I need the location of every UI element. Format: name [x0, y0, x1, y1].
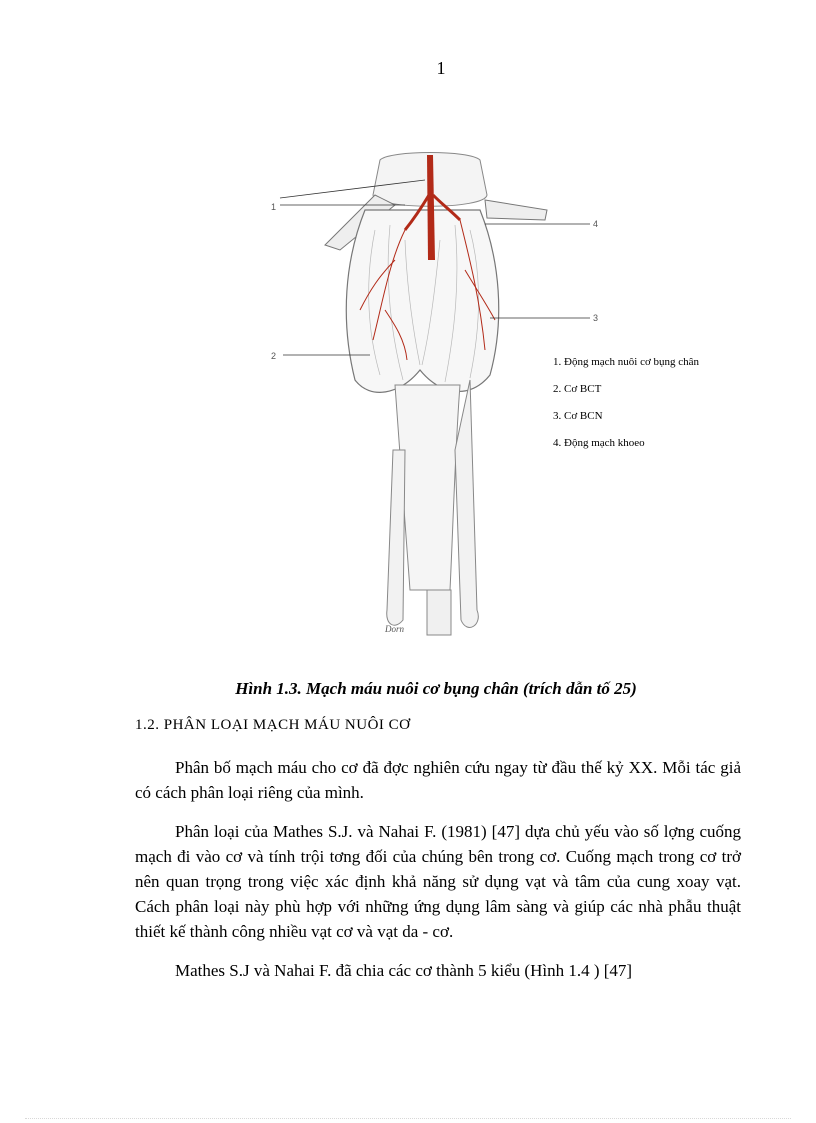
legend-item: 4. Động mạch khoeo [553, 437, 645, 449]
legend-item: 1. Động mạch nuôi cơ bụng chân [553, 356, 700, 368]
section-heading: 1.2. PHÂN LOẠI MẠCH MÁU NUÔI CƠ [135, 717, 411, 733]
fibula-bone [455, 380, 478, 627]
legend-item: 3. Cơ BCN [553, 410, 603, 422]
paragraph: Mathes S.J và Nahai F. đã chia các cơ thành 5 kiểu (Hình 1.4 ) [47] [175, 961, 633, 980]
right-tendon [485, 200, 547, 220]
body-text [135, 755, 741, 997]
page-number: 1 [436, 58, 446, 78]
callout-2: 2 [271, 351, 277, 361]
figure-caption: Hình 1.3. Mạch máu nuôi cơ bụng chân (trích dẫn tố 25) [235, 679, 637, 698]
muscle-body [346, 210, 498, 392]
artist-signature: Dorn [385, 624, 405, 634]
callout-3: 3 [593, 313, 599, 323]
paragraph: Phân bố mạch máu cho cơ đã đợc nghiên cứu ngay từ đầu thế kỷ XX. Mỗi tác giả có cách phân loại riêng của mình. [135, 758, 741, 802]
legend-item: 2. Cơ BCT [553, 383, 602, 395]
figure-legend [553, 349, 699, 457]
callout-4: 4 [593, 219, 599, 229]
page-footer-divider [25, 1118, 791, 1119]
callout-1: 1 [271, 202, 277, 212]
paragraph: Phân loại của Mathes S.J. và Nahai F. (1981) [47] dựa chủ yếu vào số lợng cuống mạch đi vào cơ và tính trội tơng đối của chúng bên trong cơ. Cuống mạch trong cơ trở nên quan trọng trong việc xác định khả năng sử dụng vạt và tâm của cung xoay vạt. Cách phân loại này phù hợp với những ứng dụng lâm sàng và giúp các nhà phẫu thuật thiết kế thành công nhiều vạt cơ và vạt da - cơ. [135, 822, 741, 941]
tibia-bone [387, 450, 405, 625]
bone-end [427, 590, 451, 635]
